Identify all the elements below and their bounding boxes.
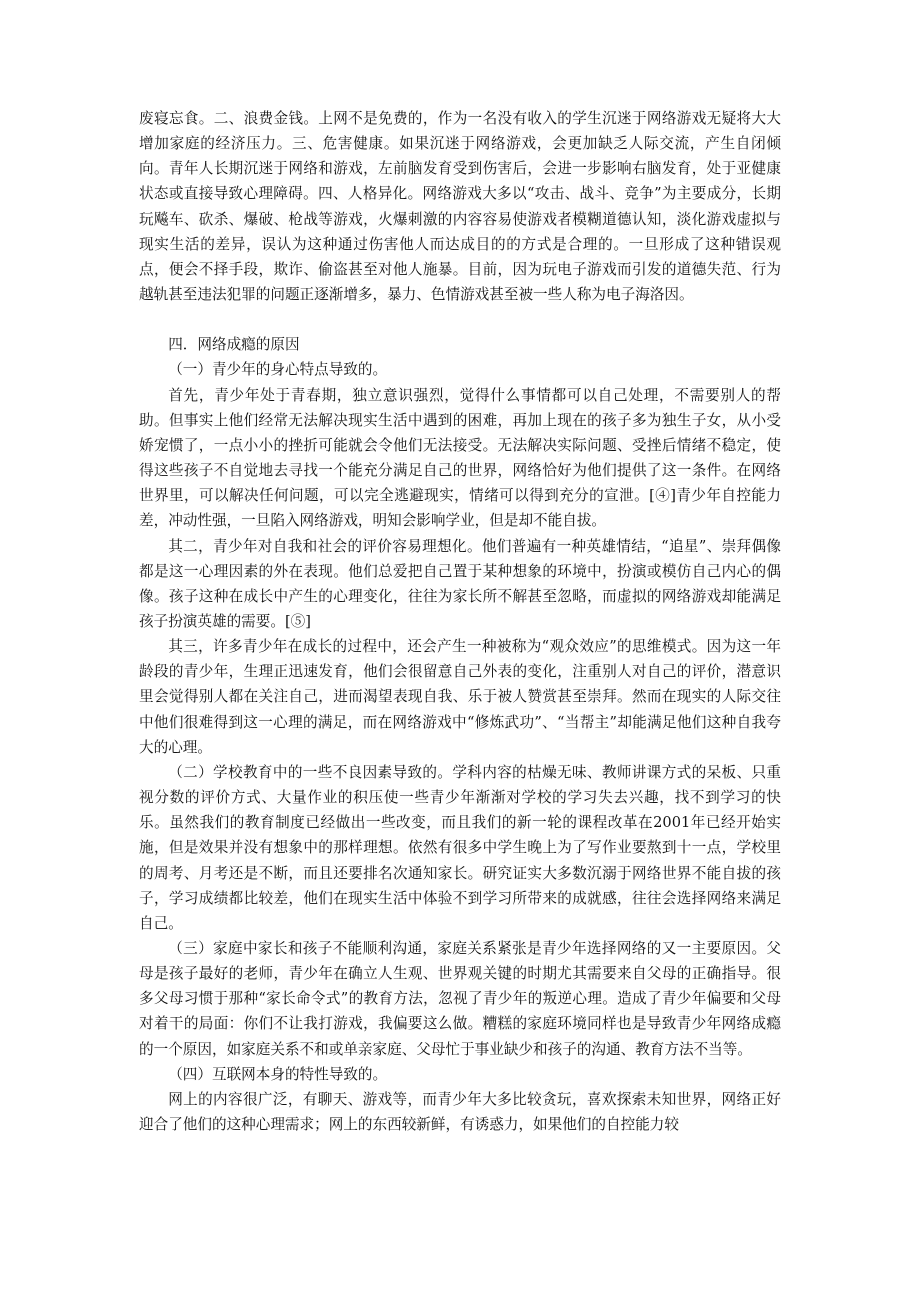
paragraph-internet-content: 网上的内容很广泛，有聊天、游戏等，而青少年大多比较贪玩，喜欢探索未知世界，网络正好迎合了他们的这种心理需求；网上的东西较新鲜，有诱惑力，如果他们的自控能力较 bbox=[139, 1090, 781, 1134]
subheading-physical-mental: （一）青少年的身心特点导致的。 bbox=[168, 361, 388, 379]
paragraph-school-factors: （二）学校教育中的一些不良因素导致的。学科内容的枯燥无味、教师讲课方式的呆板、只重视分数的评价方式、大量作业的积压使一些青少年渐渐对学校的学习失去兴趣，找不到学习的快乐。虽然我们的教育制度已经做出一些改变，而且我们的新一轮的课程改革在2001年已经开始实施，但是效果并没有想象中的那样理想。依然有很多中学生晚上为了写作业要熬到十一点，学校里的周考、月考还是不断，而且还要排名次通知家长。研究证实大多数沉溺于网络世界不能自拔的孩子，学习成绩都比较差，他们在现实生活中体验不到学习所带来的成就感，往往会选择网络来满足自己。 bbox=[139, 763, 781, 932]
paragraph-first-reason: 首先，青少年处于青春期，独立意识强烈，觉得什么事情都可以自己处理，不需要别人的帮助。但事实上他们经常无法解决现实生活中遇到的困难，再加上现在的孩子多为独生子女，从小受娇宠惯了，一点小小的挫折可能就会令他们无法接受。无法解决实际问题、受挫后情绪不稳定，使得这些孩子不自觉地去寻找一个能充分满足自己的世界，网络恰好为他们提供了这一条件。在网络世界里，可以解决任何问题，可以完全逃避现实，情绪可以得到充分的宣泄。[④]青少年自控能力差，冲动性强，一旦陷入网络游戏，明知会影响学业，但是却不能自拔。 bbox=[139, 386, 781, 530]
paragraph-harms-continued: 废寝忘食。二、浪费金钱。上网不是免费的，作为一名没有收入的学生沉迷于网络游戏无疑将大大增加家庭的经济压力。三、危害健康。如果沉迷于网络游戏，会更加缺乏人际交流，产生自闭倾向。青年人长期沉迷于网络和游戏，左前脑发育受到伤害后，会进一步影响右脑发育，处于亚健康状态或直接导致心理障碍。四、人格异化。网络游戏大多以“攻击、战斗、竞争”为主要成分，长期玩飚车、砍杀、爆破、枪战等游戏，火爆刺激的内容容易使游戏者模糊道德认知，淡化游戏虚拟与现实生活的差异，误认为这种通过伤害他人而达成目的的方式是合理的。一旦形成了这种错误观点，便会不择手段，欺诈、偷盗甚至对他人施暴。目前，因为玩电子游戏而引发的道德失范、行为越轨甚至违法犯罪的问题正逐渐增多，暴力、色情游戏甚至被一些人称为电子海洛因。 bbox=[139, 110, 781, 304]
paragraph-family-factors: （三）家庭中家长和孩子不能顺利沟通，家庭关系紧张是青少年选择网络的又一主要原因。父母是孩子最好的老师，青少年在确立人生观、世界观关键的时期尤其需要来自父母的正确指导。很多父母习惯于那种“家长命令式”的教育方法，忽视了青少年的叛逆心理。造成了青少年偏要和父母对着干的局面：你们不让我打游戏，我偏要这么做。糟糕的家庭环境同样也是导致青少年网络成瘾的一个原因，如家庭关系不和或单亲家庭、父母忙于事业缺少和孩子的沟通、教育方法不当等。 bbox=[139, 940, 781, 1058]
subheading-internet-features: （四）互联网本身的特性导致的。 bbox=[168, 1065, 388, 1083]
section-heading-causes: 四．网络成瘾的原因 bbox=[168, 336, 300, 354]
paragraph-gap bbox=[139, 307, 781, 332]
document-page bbox=[139, 106, 781, 1137]
paragraph-third-reason: 其三，许多青少年在成长的过程中，还会产生一种被称为“观众效应”的思维模式。因为这一年龄段的青少年，生理正迅速发育，他们会很留意自己外表的变化，注重别人对自己的评价，潜意识里会觉得别人都在关注自己，进而渴望表现自我、乐于被人赞赏甚至崇拜。然而在现实的人际交往中他们很难得到这一心理的满足，而在网络游戏中“修炼武功”、“当帮主”却能满足他们这种自我夸大的心理。 bbox=[139, 638, 781, 756]
paragraph-second-reason: 其二，青少年对自我和社会的评价容易理想化。他们普遍有一种英雄情结，“追星”、崇拜偶像都是这一心理因素的外在表现。他们总爱把自己置于某种想象的环境中，扮演或模仿自己内心的偶像。孩子这种在成长中产生的心理变化，往往为家长所不解甚至忽略，而虚拟的网络游戏却能满足孩子扮演英雄的需要。[⑤] bbox=[139, 537, 781, 630]
